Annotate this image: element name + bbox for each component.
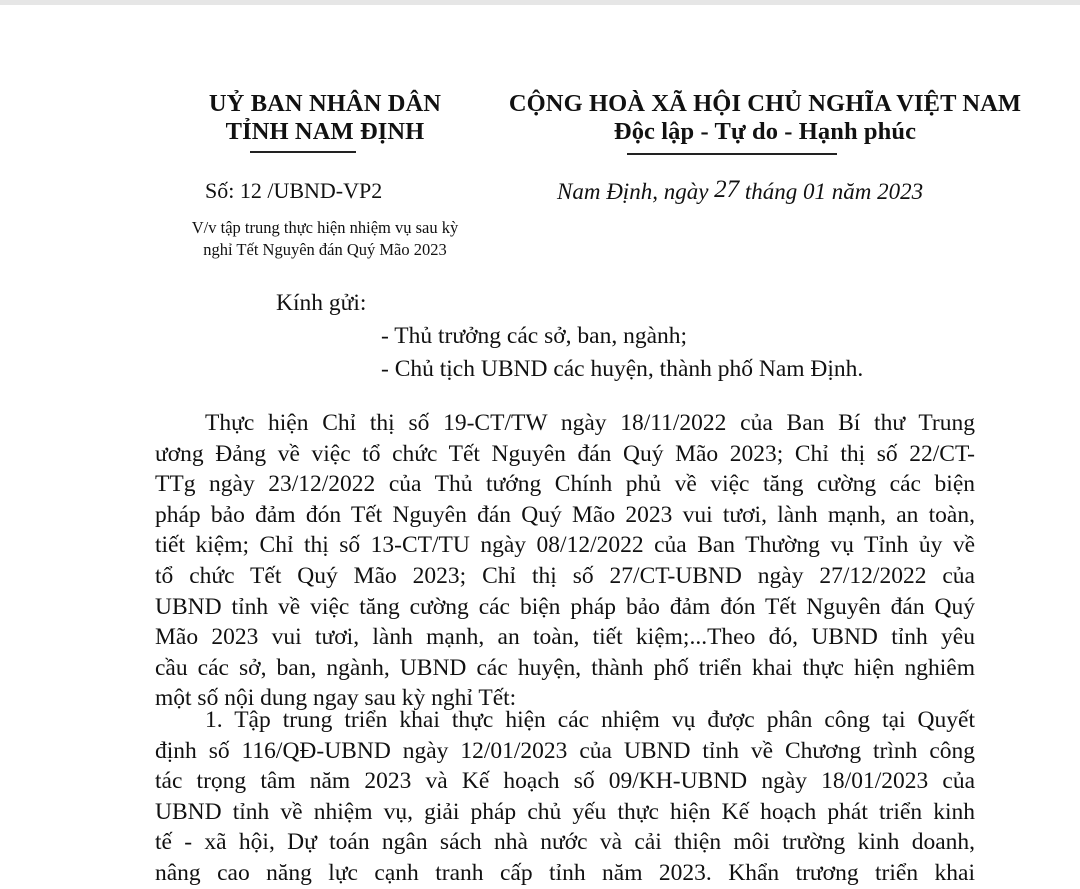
- body-paragraph-2: [155, 705, 975, 889]
- national-title: CỘNG HOÀ XÃ HỘI CHỦ NGHĨA VIỆT NAM: [508, 90, 1022, 117]
- paragraph-line: định số 116/QĐ-UBND ngày 12/01/2023 của UBND tỉnh về Chương trình công: [155, 737, 975, 764]
- issuing-authority-line1: UỶ BAN NHÂN DÂN: [208, 90, 442, 117]
- paragraph-line: ương Đảng về việc tổ chức Tết Nguyên đán Quý Mão 2023; Chỉ thị số 22/CT-: [155, 440, 975, 467]
- paragraph-line: tổ chức Tết Quý Mão 2023; Chỉ thị số 27/CT-UBND ngày 27/12/2022 của: [155, 562, 975, 589]
- right-header-underline: [627, 153, 837, 155]
- subject-line2: nghỉ Tết Nguyên đán Quý Mão 2023: [203, 240, 447, 259]
- paragraph-line: 1. Tập trung triển khai thực hiện các nhiệm vụ được phân công tại Quyết: [205, 707, 975, 733]
- paragraph-line-clipped: nâng cao năng lực cạnh tranh cấp tỉnh năm 2023. Khẩn trương triển khai: [155, 859, 975, 886]
- paragraph-line: tác trọng tâm năm 2023 và Kế hoạch số 09/KH-UBND ngày 18/01/2023 của: [155, 768, 975, 795]
- paragraph-line: UBND tỉnh về việc tăng cường các biện pháp bảo đảm đón Tết Nguyên đán Quý: [155, 593, 975, 620]
- date-prefix: Nam Định, ngày: [557, 179, 715, 204]
- document-number: Số: 12 /UBND-VP2: [205, 178, 383, 203]
- paragraph-line: TTg ngày 23/12/2022 của Thủ tướng Chính phủ về việc tăng cường các biện: [155, 471, 975, 498]
- subject-line1: V/v tập trung thực hiện nhiệm vụ sau kỳ: [191, 218, 459, 237]
- paragraph-line: Thực hiện Chỉ thị số 19-CT/TW ngày 18/11/2022 của Ban Bí thư Trung: [205, 410, 975, 436]
- paragraph-line: một số nội dung ngay sau kỳ nghỉ Tết:: [155, 685, 517, 712]
- recipient-item: - Chủ tịch UBND các huyện, thành phố Nam Định.: [381, 356, 864, 382]
- recipients-label: Kính gửi:: [276, 290, 367, 316]
- date-day: 27: [714, 176, 740, 203]
- paragraph-line: UBND tỉnh về nhiệm vụ, giải pháp chủ yếu thực hiện Kế hoạch phát triển kinh: [155, 798, 975, 825]
- national-motto: Độc lập - Tự do - Hạnh phúc: [613, 118, 917, 145]
- paragraph-line: tế - xã hội, Dự toán ngân sách nhà nước và cải thiện môi trường kinh doanh,: [155, 829, 975, 856]
- top-edge-bar: [0, 0, 1080, 5]
- paragraph-line: pháp bảo đảm đón Tết Nguyên đán Quý Mão 2023 vui tươi, lành mạnh, an toàn,: [155, 501, 975, 528]
- paragraph-line: cầu các sở, ban, ngành, UBND các huyện, thành phố triển khai thực hiện nghiêm: [155, 654, 975, 681]
- date-suffix: tháng 01 năm 2023: [739, 179, 924, 204]
- paragraph-line: tiết kiệm; Chỉ thị số 13-CT/TU ngày 08/12/2022 của Ban Thường vụ Tỉnh ủy về: [155, 532, 975, 559]
- paragraph-line: Mão 2023 vui tươi, lành mạnh, an toàn, tiết kiệm;...Theo đó, UBND tỉnh yêu: [155, 624, 975, 651]
- body-paragraph-1: [155, 408, 975, 714]
- left-header-underline: [250, 151, 356, 153]
- document-date: [557, 178, 923, 206]
- issuing-authority-line2: TỈNH NAM ĐỊNH: [225, 118, 425, 145]
- recipient-item: - Thủ trưởng các sở, ban, ngành;: [381, 323, 688, 349]
